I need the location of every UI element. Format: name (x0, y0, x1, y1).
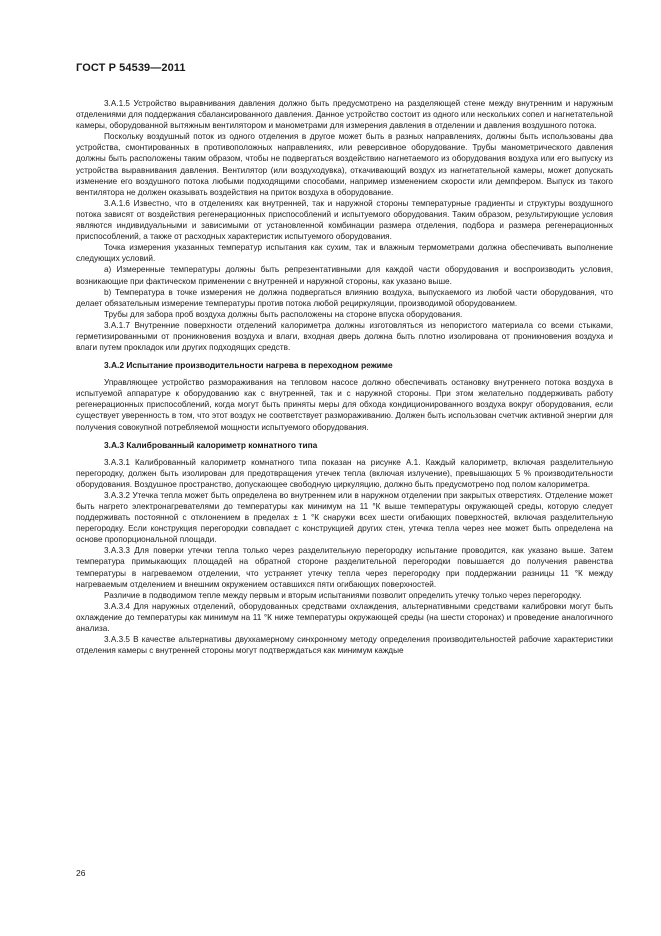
page-number: 26 (76, 868, 86, 878)
paragraph: b) Температура в точке измерения не должна подвергаться влиянию воздуха, выпускаемого из любой части оборудования, что делает обязательным измерение температуры против потока любой рециркуляции, производимой оборудованием. (76, 287, 613, 308)
paragraph: 3.А.1.5 Устройство выравнивания давления должно быть предусмотрено на разделяющей стене между внутренним и наружным отделениями для поддержания сбалансированного давления. Данное устройство состоит из одного или нескольких сопел и нагнетательной камеры, оборудованной вытяжным вентилятором и манометрами для измерения давления в отделении и давления воздушного потока. (76, 99, 613, 131)
section-heading: 3.А.3 Калиброванный калориметр комнатного типа (104, 439, 318, 450)
paragraph: Управляющее устройство размораживания на тепловом насосе должно обеспечивать остановку внутреннего потока воздуха в испытуемой аппаратуре к оборудованию как с внутренней, так и с наружной стороны. При этом желательно поддерживать работу регенерационных приспособлений, когда могут быть приняты меры для обхода кондиционированного воздуха вокруг оборудования, если существует уверенность в том, что этот воздух не соответствует размораживанию. Должен быть использован счетчик активной энергии для получения совокупной потребляемой мощности испытуемого оборудования. (76, 378, 613, 432)
section-heading: 3.А.2 Испытание производительности нагрева в переходном режиме (104, 360, 393, 371)
document-header (76, 62, 186, 74)
paragraph: 3.А.1.6 Известно, что в отделениях как внутренней, так и наружной стороны температурные градиенты и структуры воздушного потока зависят от воздействия регенерационных приспособлений и испытуемого оборудования. Таким образом, результирующие условия являются индивидуальными и зависимыми от установленной комбинации размера отделения, подбора и размера регенерационных приспособлений, а также от расходных характеристик испытуемого оборудования. (76, 198, 613, 242)
paragraph: Поскольку воздушный поток из одного отделения в другое может быть в разных направлениях, должны быть использованы два устройства, смонтированных в противоположных направлениях, или реверсивное оборудование. Трубы манометрического давления должны быть расположены таким образом, чтобы не подвергаться воздействию нагнетаемого из оборудования воздуха или его выпуску из устройства выравнивания давления. Вентилятор (или воздуходувка), откачивающий воздух из нагнетательной камеры, может допускать изменение его воздушного потока любыми подходящими способами, например изменением скорости или демпфером. Выпуск из такого вентилятора не должен оказывать воздействия на приток воздуха в оборудование. (76, 132, 613, 197)
document-body (76, 98, 613, 656)
paragraph: 3.А.1.7 Внутренние поверхности отделений калориметра должны изготовляться из непористого материала со всеми стыками, герметизированными от проникновения воздуха и влаги, входная дверь должна быть плотно изолирована от проникновения воздуха и влаги путем прокладок или других подходящих средств. (76, 320, 613, 353)
paragraph: Трубы для забора проб воздуха должны быть расположены на стороне впуска оборудования. (104, 309, 463, 319)
paragraph: 3.А.3.5 В качестве альтернативы двухкамерному синхронному методу определения производительностей рабочие характеристики отделения камеры с внутренней стороны могут подтверждаться как минимум каждые (76, 635, 613, 656)
standard-id: ГОСТ Р 54539—2011 (76, 62, 186, 74)
paragraph: 3.А.3.3 Для поверки утечки тепла только через разделительную перегородку испытание проводится, как указано выше. Затем температура примыкающих площадей на обратной стороне разделительной перегородки повышается до получения равенства температуры в нагреваемом отделении, что устраняет утечку тепла через перегородку при поддержании разницы 11 °К между нагреваемым отделением и внешним окружением оставшихся пяти огибающих поверхностей. (76, 546, 613, 589)
paragraph: 3.А.3.4 Для наружных отделений, оборудованных средствами охлаждения, альтернативными средствами калибровки могут быть охлаждение до температуры как минимум на 11 °К ниже температуры окружающей среды (на шести сторонах) и проведение аналогичного анализа. (76, 601, 613, 634)
paragraph: 3.А.3.1 Калиброванный калориметр комнатного типа показан на рисунке А.1. Каждый калориметр, включая разделительную перегородку, должен быть изолирован для предотвращения утечек тепла (включая излучение), превышающих 5 % производительности оборудования. Воздушное пространство, допускающее свободную циркуляцию, должно быть предусмотрено под полом калориметра. (76, 457, 613, 489)
paragraph: a) Измеренные температуры должны быть репрезентативными для каждой части оборудования и воспроизводить условия, возникающие при фактическом применении с внутренней и наружной стороны, как указано выше. (76, 265, 613, 286)
paragraph: Точка измерения указанных температур испытания как сухим, так и влажным термометрами должна обеспечивать выполнение следующих условий. (76, 243, 613, 264)
paragraph: 3.А.3.2 Утечка тепла может быть определена во внутреннем или в наружном отделении при закрытых отверстиях. Отделение может быть нагрето электронагревателями до температуры как минимум на 11 °К выше температуры окружающей среды, которую следует поддерживать постоянной с отклонением в пределах ± 1 °К снаружи всех шести огибающих поверхностей, включая разделительную перегородку. Если конструкция перегородки совпадает с конструкцией других стен, утечка тепла через нее может быть определена на основе пропорциональной площади. (76, 490, 613, 545)
paragraph: Различие в подводимом тепле между первым и вторым испытаниями позволит определить утечку только через перегородку. (104, 590, 582, 600)
